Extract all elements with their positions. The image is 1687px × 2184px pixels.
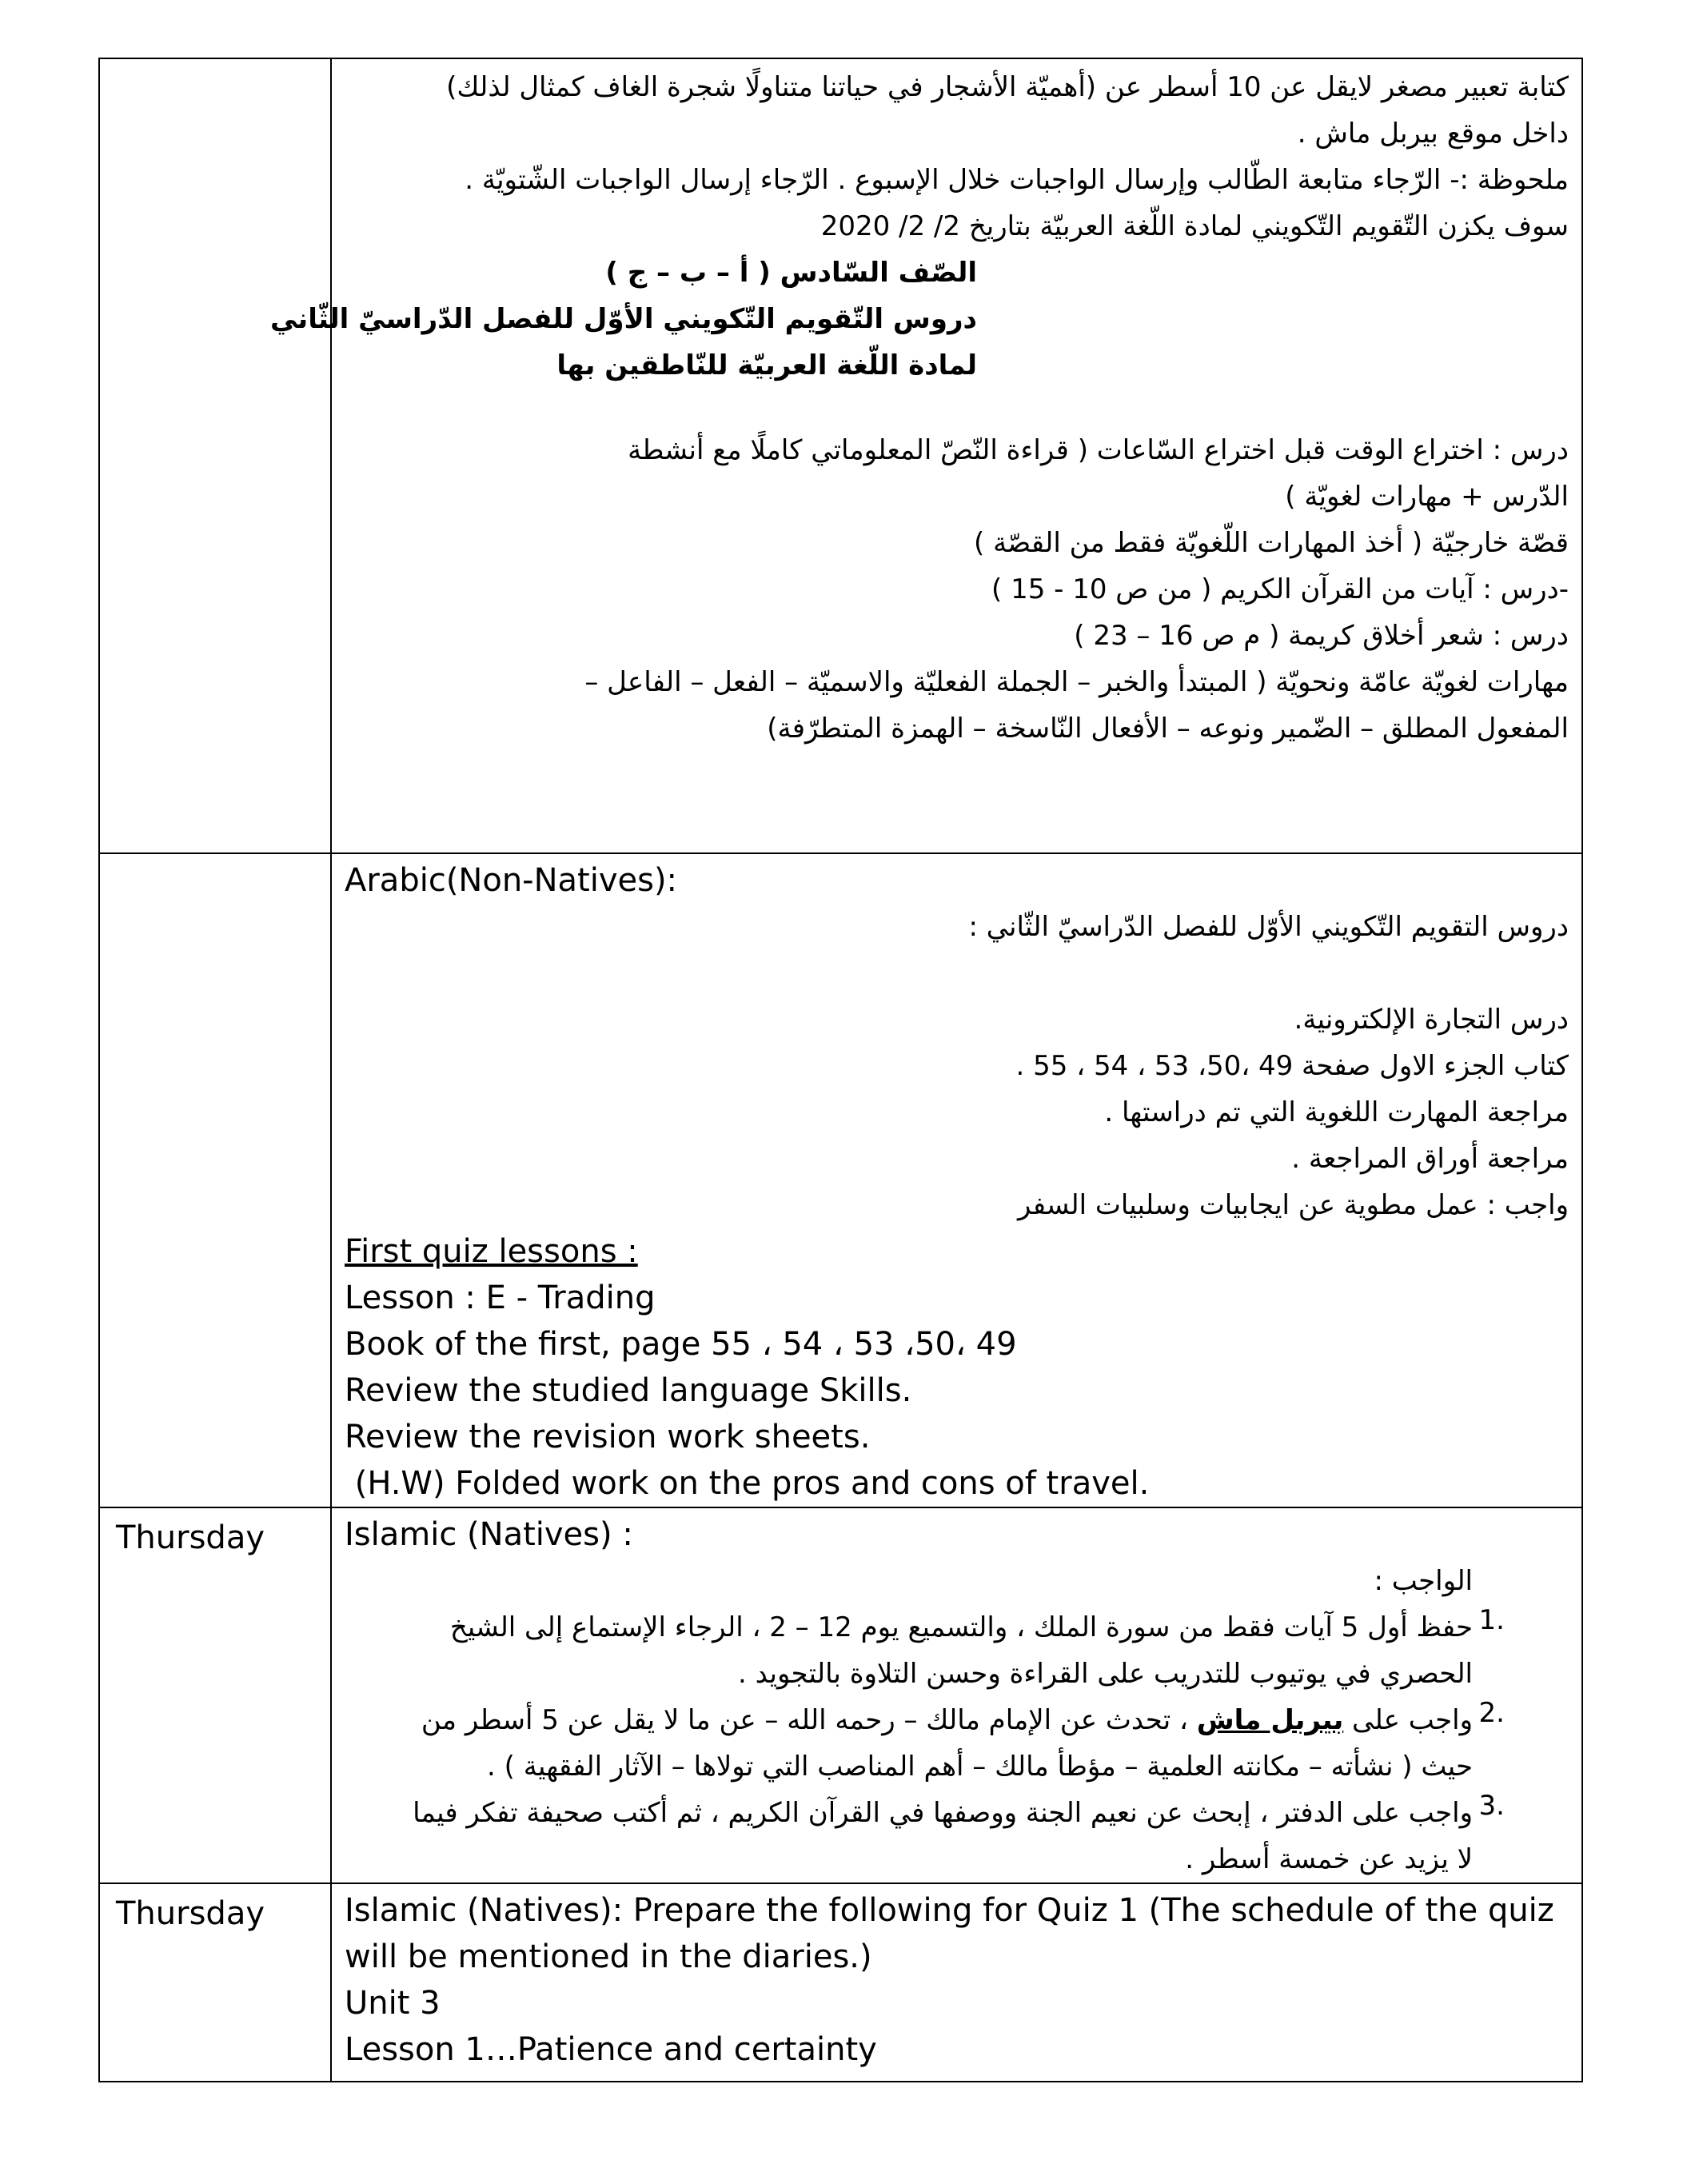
text-line: Islamic (Natives): Prepare the following for Quiz 1 (The schedule of the quiz [345, 1892, 1554, 1929]
text-line: الحصري في يوتيوب للتدريب على القراءة وحسن التلاوة بالتجويد . [738, 1658, 1473, 1690]
section-heading: Islamic (Natives) : [345, 1516, 633, 1553]
text-line: مراجعة أوراق المراجعة . [1291, 1143, 1569, 1175]
content-cell [331, 1507, 1582, 1883]
text-span: ، تحدث عن الإمام مالك – رحمه الله – عن ما لا يقل عن 5 أسطر من [421, 1704, 1197, 1736]
content-cell [270, 58, 1582, 853]
text-line: درس التجارة الإلكترونية. [1294, 1004, 1569, 1036]
list-item: الدّرس + مهارات لغويّة ) [1285, 481, 1569, 513]
table-row [99, 1507, 1582, 1883]
list-item: مهارات لغويّة عامّة ونحويّة ( المبتدأ والخبر – الجملة الفعليّة والاسميّة – الفعل – الفاعل – [584, 666, 1569, 698]
day-cell: Thursday [99, 1507, 331, 1883]
text-line: Unit 3 [345, 1985, 441, 2022]
item-number: 1. [1478, 1604, 1505, 1636]
class-heading: الصّف السّادس ( أ – ب – ج ) [605, 257, 977, 289]
text-line: داخل موقع بيربل ماش . [1297, 118, 1569, 150]
text-line: كتابة تعبير مصغر لايقل عن 10 أسطر عن (أهميّة الأشجار في حياتنا متناولًا شجرة الغاف كمثال لذلك) [446, 71, 1569, 103]
text-line: Lesson : E - Trading [345, 1280, 656, 1316]
lessons-heading: دروس التّقويم التّكويني الأوّل للفصل الدّراسيّ الثّاني [270, 303, 977, 335]
text-line: will be mentioned in the diaries.) [345, 1938, 872, 1975]
table-row [99, 853, 1582, 1507]
schedule-table [98, 58, 1583, 2082]
text-line: واجب : عمل مطوية عن ايجابيات وسلبيات السفر [1017, 1189, 1569, 1221]
list-item: درس : اختراع الوقت قبل اختراع السّاعات ( قراءة النّصّ المعلوماتي كاملًا مع أنشطة [628, 434, 1569, 466]
text-line: Lesson 1…Patience and certainty [345, 2031, 877, 2068]
item-number: 2. [1478, 1697, 1505, 1729]
quiz-title: First quiz lessons : [345, 1233, 638, 1270]
text-line: Review the studied language Skills. [345, 1372, 912, 1409]
homework-label: الواجب : [1374, 1565, 1473, 1597]
text-line: كتاب الجزء الاول صفحة 49 ،50، 53 ، 54 ، 55 . [1015, 1050, 1569, 1082]
day-cell [99, 58, 331, 853]
list-item: المفعول المطلق – الضّمير ونوعه – الأفعال النّاسخة – الهمزة المتطرّفة) [767, 713, 1569, 745]
text-span: واجب على [1343, 1704, 1473, 1736]
day-cell: Thursday [99, 1883, 331, 2082]
item-number: 3. [1478, 1790, 1505, 1822]
list-item: درس : شعر أخلاق كريمة ( م ص 16 – 23 ) [1074, 620, 1569, 652]
text-line: سوف يكزن التّقويم التّكويني لمادة اللّغة العربيّة بتاريخ 2/ 2/ 2020 [820, 210, 1569, 242]
text-line: مراجعة المهارت اللغوية التي تم دراستها . [1104, 1096, 1569, 1128]
text-line: حيث ( نشأته – مكانته العلمية – مؤطأ مالك – أهم المناصب التي تولاها – الآثار الفقهية ) . [487, 1751, 1473, 1783]
text-line: دروس التقويم التّكويني الأوّل للفصل الدّراسيّ الثّاني : [968, 911, 1569, 943]
text-line: لا يزيد عن خمسة أسطر . [1185, 1843, 1473, 1875]
text-line: حفظ أول 5 آيات فقط من سورة الملك ، والتسميع يوم 12 – 2 ، الرجاء الإستماع إلى الشيخ [449, 1611, 1473, 1643]
table-row [99, 58, 1582, 853]
text-line: ملحوظة :- الرّجاء متابعة الطّالب وإرسال الواجبات خلال الإسبوع . الرّجاء إرسال الواجبات الشّتويّة . [465, 164, 1569, 196]
text-line: (H.W) Folded work on the pros and cons of travel. [345, 1465, 1150, 1502]
text-line: Book of the first, page 55 ، 54 ، 53 ،50، 49 [345, 1326, 1017, 1363]
purple-mash-link[interactable]: بيربل ماش [1196, 1704, 1344, 1736]
subject-heading: لمادة اللّغة العربيّة للنّاطقين بها [556, 349, 977, 381]
list-item: -درس : آيات من القرآن الكريم ( من ص 10 - 15 ) [991, 573, 1569, 605]
content-cell [331, 1883, 1582, 2082]
section-heading: Arabic(Non-Natives): [345, 862, 678, 899]
list-item: قصّة خارجيّة ( أخذ المهارات اللّغويّة فقط من القصّة ) [974, 527, 1569, 559]
table-row [99, 1883, 1582, 2082]
day-cell [99, 853, 331, 1507]
content-cell [331, 853, 1582, 1507]
text-line: Review the revision work sheets. [345, 1419, 871, 1455]
text-line: واجب على الدفتر ، إبحث عن نعيم الجنة ووصفها في القرآن الكريم ، ثم أكتب صحيفة تفكر فيما [413, 1797, 1473, 1829]
